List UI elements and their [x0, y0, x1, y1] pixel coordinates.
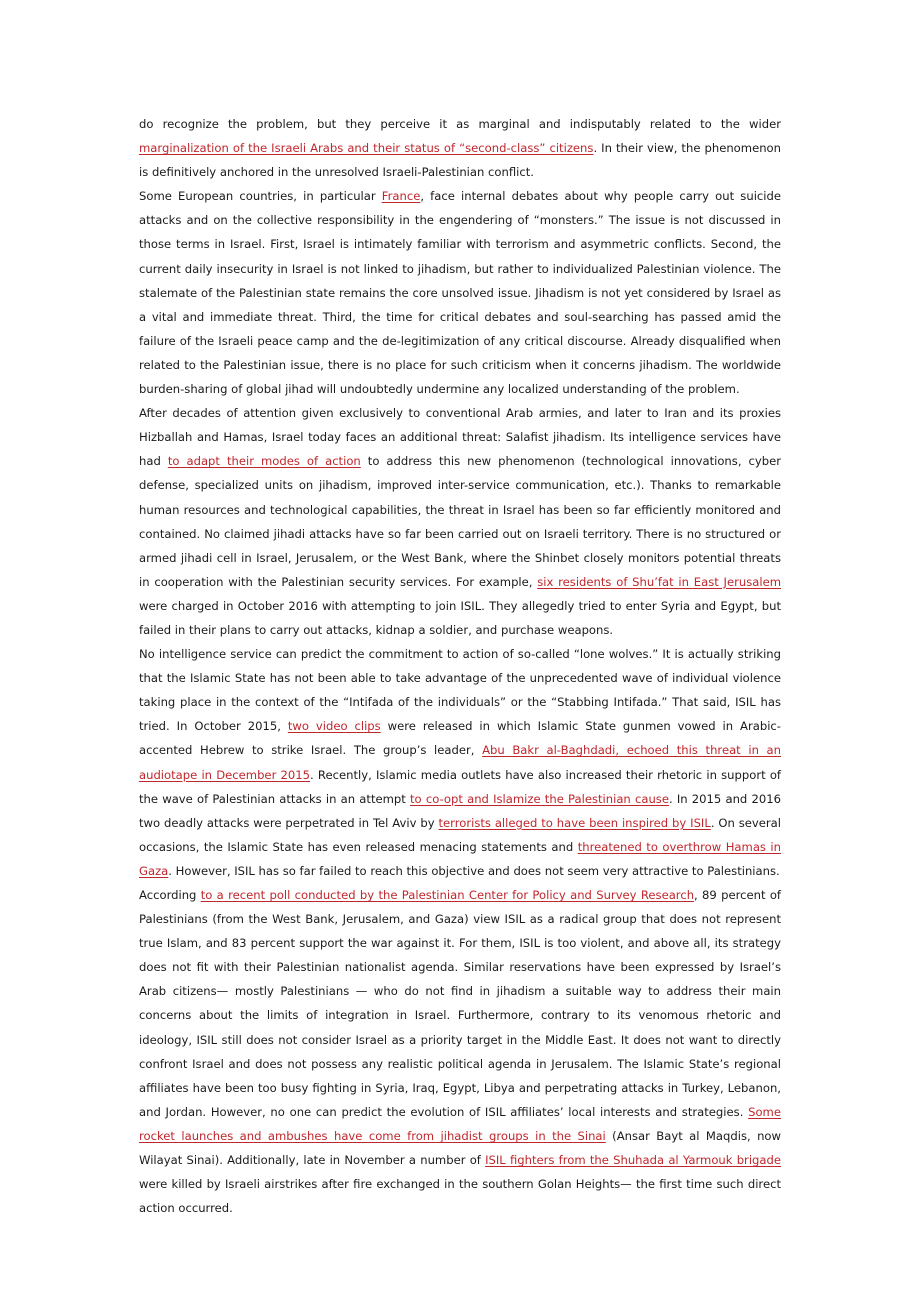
- text-run: . On several occasions, the Islamic State has even released menacing statements and: [139, 815, 782, 854]
- text-run: After decades of attention given exclusively to conventional Arab armies, and later to Iran and its proxies Hizballah and Hamas, Israel today faces an additional threat: Salafist jihadism. Its intelligence services have had: [139, 406, 781, 469]
- text-run: to address this new phenomenon (technological innovations, cyber defense, specialized units on jihadism, improved inter-service communication, etc.). Thanks to remarkable human resources and technological capabilities, the threat in Israel has been so far efficiently monitored and contained. No claimed jihadi attacks have so far been carried out on Israeli territory. There is no structured or armed jihadi cell in Israel, Jerusalem, or the West Bank, where the Shinbet closely monitors potential threats in cooperation with the Palestinian security services. For example,: [139, 454, 782, 589]
- paragraph: [139, 642, 781, 883]
- text-run: were charged in October 2016 with attempting to join ISIL. They allegedly tried to enter Syria and Egypt, but failed in their plans to carry out attacks, kidnap a soldier, and purchase weapons.: [139, 598, 781, 637]
- inline-link[interactable]: threatened to overthrow Hamas in Gaza: [139, 839, 781, 878]
- inline-link[interactable]: to co-opt and Islamize the Palestinian cause: [410, 791, 669, 806]
- text-run: . In 2015 and 2016 two deadly attacks were perpetrated in Tel Aviv by: [139, 791, 781, 830]
- text-run: Some European countries, in particular: [139, 189, 382, 204]
- text-run: . In their view, the phenomenon is definitively anchored in the unresolved Israeli-Palestinian conflict.: [139, 141, 781, 180]
- inline-link[interactable]: marginalization of the Israeli Arabs and their status of “second-class” citizens: [139, 141, 594, 156]
- inline-link[interactable]: two video clips: [287, 719, 381, 734]
- text-run: (Ansar Bayt al Maqdis, now Wilayat Sinai). Additionally, late in November a number of: [139, 1128, 781, 1168]
- inline-link[interactable]: to adapt their modes of action: [167, 454, 361, 469]
- text-run: No intelligence service can predict the commitment to action of so-called “lone wolves.” It is actually striking that the Islamic State has not been able to take advantage of the unprecedented wave of individual violence taking place in the context of the “Intifada of the individuals” or the “Stabbing Intifada.” That said, ISIL has tried. In October 2015,: [139, 647, 781, 734]
- inline-link[interactable]: terrorists alleged to have been inspired by ISIL: [438, 815, 711, 830]
- inline-link[interactable]: France: [381, 189, 421, 204]
- text-run: , face internal debates about why people carry out suicide attacks and on the collective responsibility in the engendering of “monsters.” The issue is not discussed in those terms in Israel. First, Israel is intimately familiar with terrorism and asymmetric conflicts. Second, the current daily insecurity in Israel is not linked to jihadism, but rather to individualized Palestinian violence. The stalemate of the Palestinian state remains the core unsolved issue. Jihadism is not yet considered by Israel as a vital and immediate threat. Third, the time for critical debates and soul-searching has passed amid the failure of the Israeli peace camp and the de-legitimization of any critical discourse. Already disqualified when related to the Palestinian issue, there is no place for such criticism when it concerns jihadism. The worldwide burden-sharing of global jihad will undoubtedly undermine any localized understanding of the problem.: [139, 189, 782, 397]
- text-run: do recognize the problem, but they perceive it as marginal and indisputably related to the wider: [139, 117, 781, 131]
- inline-link[interactable]: six residents of Shu’fat in East Jerusalem: [537, 574, 782, 589]
- inline-link[interactable]: to a recent poll conducted by the Palestinian Center for Policy and Survey Research: [200, 888, 695, 902]
- inline-link[interactable]: Abu Bakr al-Baghdadi, echoed this threat in an audiotape in December 2015: [139, 743, 781, 782]
- text-run: . Recently, Islamic media outlets have also increased their rhetoric in support of the wave of Palestinian attacks in an attempt: [139, 767, 782, 806]
- text-run: , 89 percent of Palestinians (from the West Bank, Jerusalem, and Gaza) view ISIL as a radical group that does not represent true Islam, and 83 percent support the war against it. For them, ISIL is too violent, and above all, its strategy does not fit with their Palestinian nationalist agenda. Similar reservations have been expressed by Israel’s Arab citizens— mostly Palestinians — who do not find in jihadism a suitable way to address their main concerns about the limits of integration in Israel. Furthermore, contrary to its venomous rhetoric and ideology, ISIL still does not consider Israel as a priority target in the Middle East. It does not want to directly confront Israel and does not possess any realistic political agenda in Jerusalem. The Islamic State’s regional affiliates have been too busy fighting in Syria, Iraq, Egypt, Libya and perpetrating attacks in Turkey, Lebanon, and Jordan. However, no one can predict the evolution of ISIL affiliates’ local interests and strategies.: [139, 888, 781, 1119]
- paragraph: [139, 883, 781, 1220]
- text-run: were released in which Islamic State gunmen vowed in Arabic-accented Hebrew to strike Israel. The group’s leader,: [139, 719, 781, 758]
- inline-link[interactable]: ISIL fighters from the Shuhada al Yarmouk brigade: [485, 1153, 781, 1168]
- inline-link[interactable]: Some rocket launches and ambushes have come from jihadist groups in the Sinai: [139, 1104, 781, 1143]
- paragraph: [139, 401, 781, 642]
- text-run: . However, ISIL has so far failed to reach this objective and does not seem very attractive to Palestinians.: [168, 863, 780, 878]
- text-run: According: [139, 888, 201, 902]
- paragraph: [139, 112, 781, 184]
- document-body: [139, 112, 781, 1220]
- text-run: were killed by Israeli airstrikes after fire exchanged in the southern Golan Heights— the first time such direct action occurred.: [139, 1177, 781, 1216]
- paragraph: [139, 184, 781, 401]
